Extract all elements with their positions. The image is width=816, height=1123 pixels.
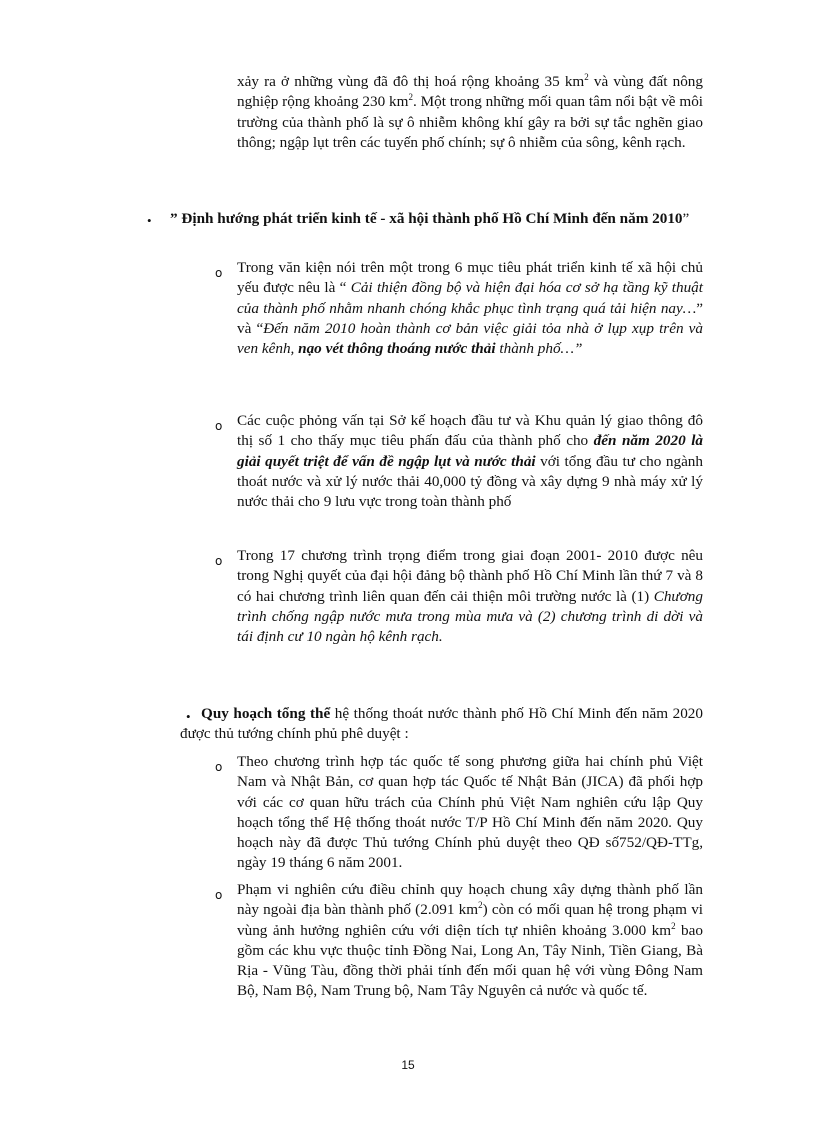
section1-bullet: • xyxy=(147,213,152,228)
page-number: 15 xyxy=(401,1058,415,1072)
s2-item2-sup-2: 2 xyxy=(671,920,676,931)
section1-heading-text: ” Định hướng phát triển kinh tế - xã hội thành phố Hồ Chí Minh đến năm 2010 xyxy=(170,210,683,227)
item2-text-1: Các cuộc phỏng vấn tại Sở kế hoạch đầu tư và Khu quản lý giao thông đô thị số 1 cho thấy mục tiêu phấn đấu của thành phố cho xyxy=(237,412,703,450)
section2-heading-rest: hệ thống thoát nước thành phố Hồ Chí Minh đến năm 2020 được thủ tướng chính phủ phê duyệt : xyxy=(180,705,703,743)
intro-sup-2: 2 xyxy=(408,92,413,103)
item2-text-2: với tổng đầu tư cho ngành thoát nước và xử lý nước thải 40,000 tỷ đồng và xây dựng 9 nhà máy xử lý nước thải cho 9 lưu vực trong toàn thành phố xyxy=(237,452,703,511)
item3-italic-1: Chương trình chống ngập nước mưa trong mùa mưa và (2) chương trình di dời và tái định cư 10 ngàn hộ kênh rạch. xyxy=(237,587,703,646)
intro-text-2: và vùng đất nông nghiệp rộng khoảng 230 km xyxy=(237,73,703,111)
intro-paragraph xyxy=(237,72,703,153)
item1-text-1: Trong văn kiện nói trên một trong 6 mục tiêu phát triển kinh tế xã hội chủ yếu được nêu là “ xyxy=(237,259,703,297)
item1-bold-italic: nạo vét thông thoáng nước thải xyxy=(298,340,496,358)
section1-item-2 xyxy=(237,411,703,512)
section1-heading-tail: ” xyxy=(682,210,690,227)
s2-item2-text-2: ) còn có mối quan hệ trong phạm vi vùng ảnh hưởng nghiên cứu với diện tích tự nhiên khoảng 3.000 km xyxy=(237,901,704,939)
section2-heading xyxy=(180,704,703,745)
section2-heading-bold: Quy hoạch tổng thể xyxy=(201,705,331,722)
section1-item1-marker: o xyxy=(215,266,223,280)
item2-bold-italic: đến năm 2020 là giải quyết triệt để vấn đề ngập lụt và nước thải xyxy=(237,432,704,470)
intro-text-1: xảy ra ở những vùng đã đô thị hoá rộng khoảng 35 km xyxy=(237,73,585,90)
item3-text-1: Trong 17 chương trình trọng điểm trong giai đoạn 2001- 2010 được nêu trong Nghị quyết của đại hội đảng bộ thành phố Hồ Chí Minh lần thứ 7 và 8 có hai chương trình liên quan đến cải thiện môi trường nước là (1) xyxy=(237,547,703,605)
section1-item-1 xyxy=(237,258,703,359)
s2-item2-text-3: bao gồm các khu vực thuộc tỉnh Đồng Nai, Long An, Tây Ninh, Tiền Giang, Bà Rịa - Vũng Tàu, đồng thời phải tính đến mối quan hệ với vùng Đông Nam Bộ, Nam Bộ, Nam Trung bộ, Nam Tây Nguyên cả nước và quốc tế. xyxy=(237,921,703,1000)
section1-heading xyxy=(164,209,704,229)
item1-text-2: ” và “ xyxy=(237,299,703,337)
section2-item-2 xyxy=(237,880,703,1002)
section2-item2-marker: o xyxy=(215,888,223,902)
section2-bullet: • xyxy=(186,709,191,724)
intro-sup-1: 2 xyxy=(584,71,589,82)
section2-item1-marker: o xyxy=(215,760,223,774)
item1-italic-2: Đến năm 2010 hoàn thành cơ bản việc giải tỏa nhà ở lụp xụp trên và ven kênh, xyxy=(237,319,703,358)
intro-text-3: . Một trong những mối quan tâm nổi bật về môi trường của thành phố là sự ô nhiễm không khí gây ra bởi sự tắc nghẽn giao thông; ngập lụt trên các tuyến phố chính; sự ô nhiễm của sông, kênh rạch. xyxy=(237,93,704,151)
section1-item3-marker: o xyxy=(215,554,223,568)
s2-item2-sup-1: 2 xyxy=(478,900,483,911)
section1-item-3 xyxy=(237,546,703,647)
section1-item2-marker: o xyxy=(215,419,223,433)
section2-item-1 xyxy=(237,752,703,874)
item1-italic-3: thành phố…” xyxy=(495,340,583,358)
item1-italic-1: Cải thiện đồng bộ và hiện đại hóa cơ sở hạ tầng kỹ thuật của thành phố nhằm nhanh chóng khắc phục tình trạng quá tải hiện nay… xyxy=(237,279,703,317)
s2-item2-text-1: Phạm vi nghiên cứu điều chỉnh quy hoạch chung xây dựng thành phố lần này ngoài địa bàn thành phố (2.091 km xyxy=(237,881,703,919)
s2-item1-text: Theo chương trình hợp tác quốc tế song phương giữa hai chính phủ Việt Nam và Nhật Bản, cơ quan hợp tác Quốc tế Nhật Bản (JICA) đã phối hợp với các cơ quan hữu trách của Chính phủ Việt Nam nghiên cứu lập Quy hoạch tổng thể Hệ thống thoát nước T/P Hồ Chí Minh đến năm 2020. Quy hoạch này đã được Thủ tướng Chính phủ duyệt theo QĐ số752/QĐ-TTg, ngày 19 tháng 6 năm 2001. xyxy=(237,753,703,872)
